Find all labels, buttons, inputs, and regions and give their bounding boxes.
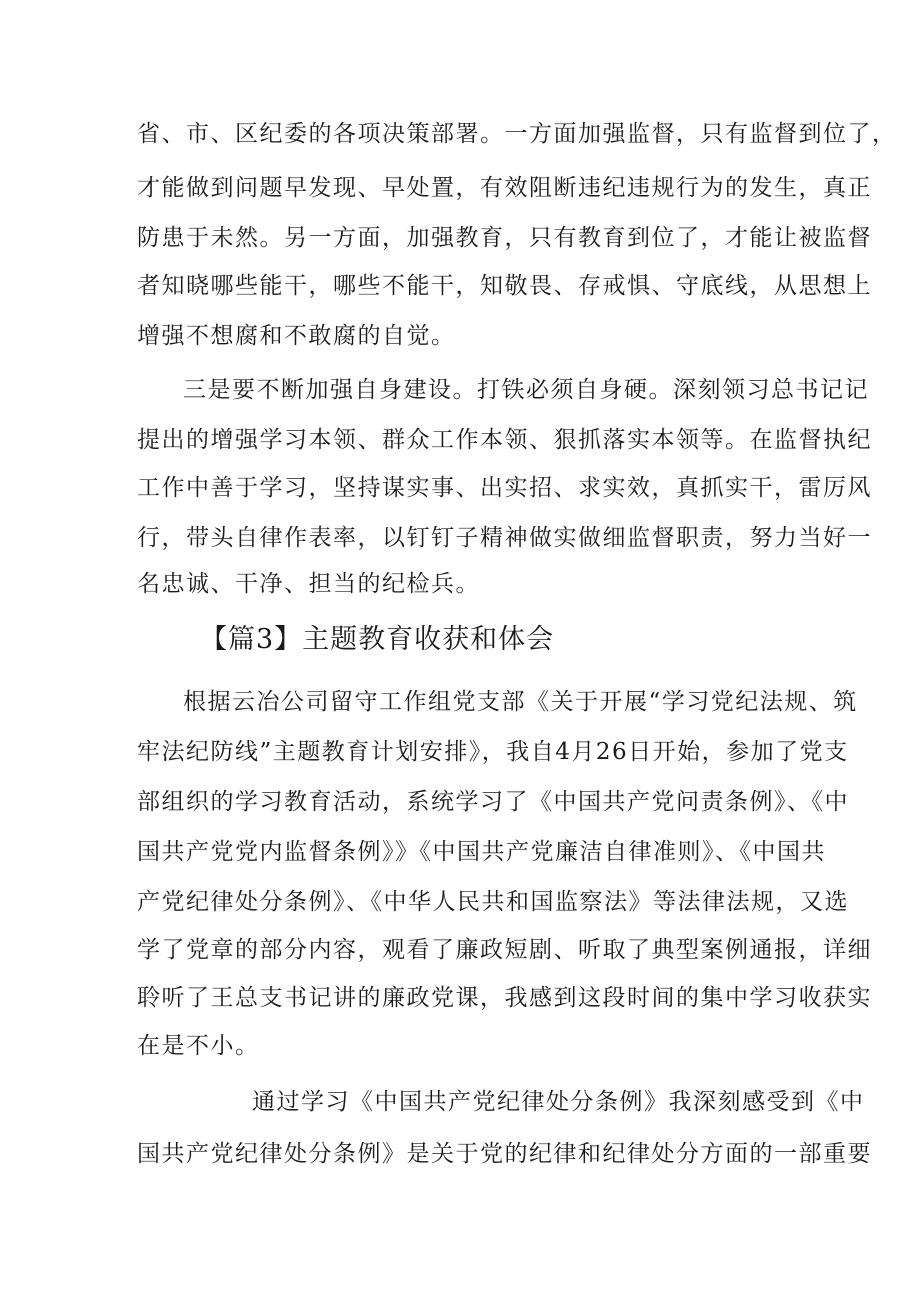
paragraph-line: 学了党章的部分内容，观看了廉政短剧、听取了典型案例通报，详细 <box>137 937 872 963</box>
paragraph-line: 国共产党纪律处分条例》是关于党的纪律和纪律处分方面的一部重要 <box>137 1141 872 1167</box>
section-heading: 【篇3】主题教育收获和体会 <box>200 624 555 655</box>
paragraph-line: 行，带头自律作表率，以钉钉子精神做实做细监督职责，努力当好一 <box>137 525 872 551</box>
paragraph-line: 才能做到问题早发现、早处置，有效阻断违纪违规行为的发生，真正 <box>137 175 872 201</box>
paragraph-line: 工作中善于学习，坚持谋实事、出实招、求实效，真抓实干，雷厉风 <box>137 475 872 501</box>
paragraph-line: 牢法纪防线”主题教育计划安排》，我自4月26日开始，参加了党支 <box>137 739 849 765</box>
paragraph-line: 名忠诚、干净、担当的纪检兵。 <box>137 571 480 597</box>
paragraph-line: 提出的增强学习本领、群众工作本领、狠抓落实本领等。在监督执纪 <box>137 427 872 453</box>
paragraph-line: 者知晓哪些能干，哪些不能干，知敬畏、存戒惧、守底线，从思想上 <box>137 273 872 299</box>
paragraph-line: 三是要不断加强自身建设。打铁必须自身硬。深刻领习总书记记 <box>183 377 869 403</box>
paragraph-line: 部组织的学习教育活动，系统学习了《中国共产党问责条例》、《中 <box>137 789 849 815</box>
paragraph-line: 国共产党党内监督条例》》《中国共产党廉洁自律准则》、《中国共 <box>137 839 826 865</box>
paragraph-line: 省、市、区纪委的各项决策部署。一方面加强监督，只有监督到位了， <box>137 121 897 147</box>
paragraph-line: 聆听了王总支书记讲的廉政党课，我感到这段时间的集中学习收获实 <box>137 985 872 1011</box>
paragraph-line: 产党纪律处分条例》、《中华人民共和国监察法》等法律法规，又选 <box>137 889 849 915</box>
paragraph-line: 通过学习《中国共产党纪律处分条例》我深刻感受到《中 <box>252 1089 865 1115</box>
paragraph-line: 防患于未然。另一方面，加强教育，只有教育到位了，才能让被监督 <box>137 225 872 251</box>
paragraph-line: 根据云冶公司留守工作组党支部《关于开展“学习党纪法规、筑 <box>183 689 858 715</box>
paragraph-line: 在是不小。 <box>137 1033 260 1059</box>
paragraph-line: 增强不想腐和不敢腐的自觉。 <box>137 323 456 349</box>
